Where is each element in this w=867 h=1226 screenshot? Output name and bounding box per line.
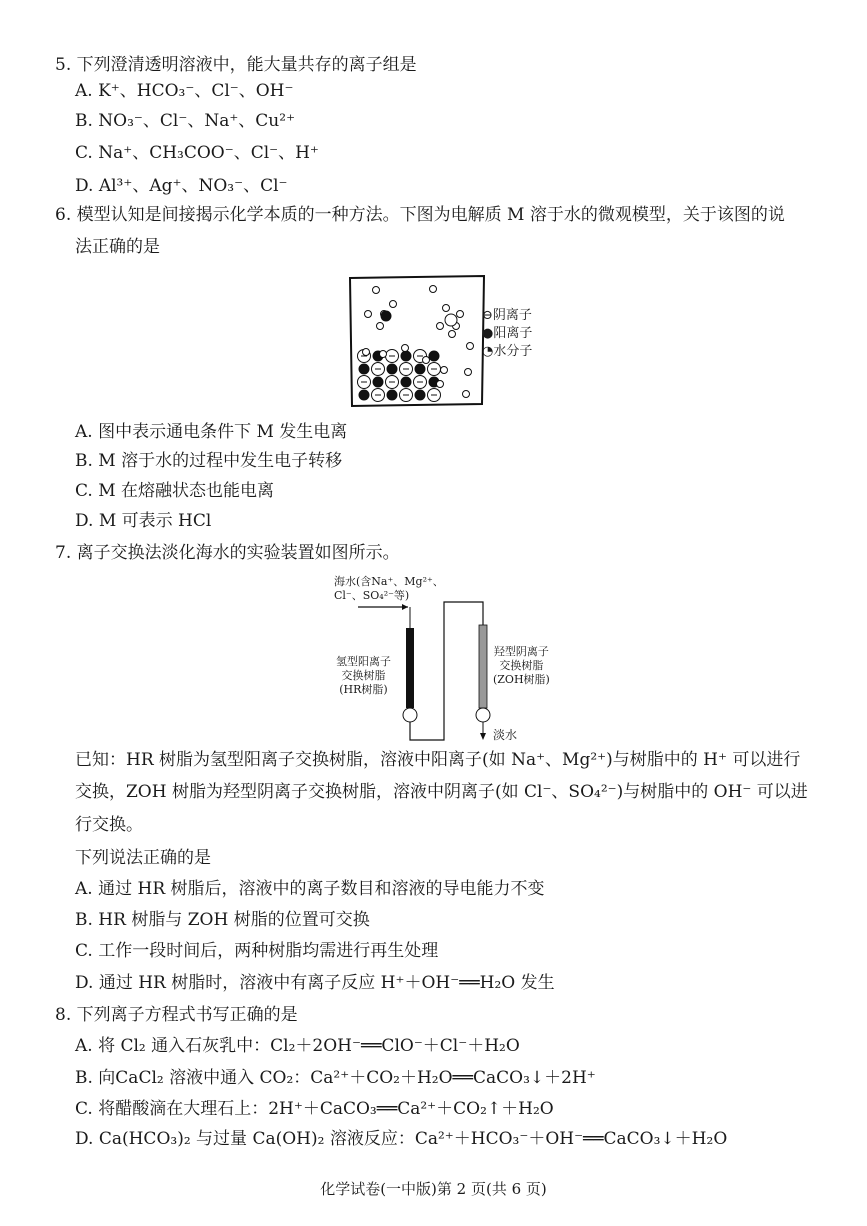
water-molecule xyxy=(390,301,397,308)
legend-anion: ⊖阴离子 xyxy=(482,308,532,323)
cation-particle xyxy=(359,364,369,374)
water-molecule xyxy=(430,286,437,293)
cation-particle xyxy=(401,377,411,387)
inlet-label xyxy=(334,575,444,603)
legend-cation-label: 阳离子 xyxy=(493,326,533,341)
legend-water-label: 水分子 xyxy=(493,344,533,359)
q8-option-d: D. Ca(HCO₃)₂ 与过量 Ca(OH)₂ 溶液反应：Ca²⁺＋HCO₃⁻＋OH⁻══CaCO₃↓＋H₂O xyxy=(75,1129,728,1149)
q7-known-2: 交换，ZOH 树脂为羟型阴离子交换树脂，溶液中阴离子(如 Cl⁻、SO₄²⁻)与树脂中的 OH⁻ 可以进 xyxy=(75,782,808,802)
q6-stem-cont: 法正确的是 xyxy=(75,237,160,257)
inlet-label-line2: Cl⁻、SO₄²⁻等) xyxy=(334,589,410,602)
cation-particle xyxy=(415,390,425,400)
hr-label-1: 氢型阳离子 xyxy=(336,655,391,668)
water-molecule xyxy=(465,369,472,376)
water-molecule xyxy=(441,367,448,374)
q8-option-c: C. 将醋酸滴在大理石上：2H⁺＋CaCO₃══Ca²⁺＋CO₂↑＋H₂O xyxy=(75,1099,554,1119)
q6-option-c: C. M 在熔融状态也能电离 xyxy=(75,481,275,501)
water-molecule xyxy=(423,357,430,364)
q5-option-b: B. NO₃⁻、Cl⁻、Na⁺、Cu²⁺ xyxy=(75,111,296,131)
cation-particle xyxy=(373,377,383,387)
cation-particle xyxy=(359,390,369,400)
page-footer: 化学试卷(一中版)第 2 页(共 6 页) xyxy=(320,1180,547,1198)
q6-option-d: D. M 可表示 HCl xyxy=(75,511,212,531)
cation-particle xyxy=(401,351,411,361)
q7-ask: 下列说法正确的是 xyxy=(75,848,211,868)
q7-stem: 7. 离子交换法淡化海水的实验装置如图所示。 xyxy=(55,543,400,563)
water-molecule xyxy=(380,351,387,358)
q6-option-b: B. M 溶于水的过程中发生电子转移 xyxy=(75,451,343,471)
water-molecule xyxy=(437,323,444,330)
zoh-label-2: 交换树脂 xyxy=(499,659,544,672)
q5-stem: 5. 下列澄清透明溶液中，能大量共存的离子组是 xyxy=(55,55,417,75)
cation-particle xyxy=(387,390,397,400)
legend-water: ◔水分子 xyxy=(482,344,533,359)
cation-particle xyxy=(387,364,397,374)
inlet-label-line1: 海水(含Na⁺、Mg²⁺、 xyxy=(334,575,444,588)
cation-particle xyxy=(415,364,425,374)
q7-known-3: 行交换。 xyxy=(75,815,143,835)
q7-option-d: D. 通过 HR 树脂时，溶液中有离子反应 H⁺＋OH⁻══H₂O 发生 xyxy=(75,973,555,993)
zoh-label-1: 羟型阴离子 xyxy=(493,645,549,658)
legend-cation: ●阳离子 xyxy=(482,326,533,341)
zoh-resin-label xyxy=(493,645,550,687)
q8-option-b: B. 向CaCl₂ 溶液中通入 CO₂：Ca²⁺＋CO₂＋H₂O══CaCO₃↓＋2H⁺ xyxy=(75,1068,596,1088)
water-molecule xyxy=(402,345,409,352)
q7-option-c: C. 工作一段时间后，两种树脂均需进行再生处理 xyxy=(75,941,439,961)
q5-option-a: A. K⁺、HCO₃⁻、Cl⁻、OH⁻ xyxy=(75,81,294,101)
q8-stem: 8. 下列离子方程式书写正确的是 xyxy=(55,1005,298,1025)
q5-option-c: C. Na⁺、CH₃COO⁻、Cl⁻、H⁺ xyxy=(75,143,319,163)
hydrated-ion xyxy=(381,311,391,321)
legend-anion-label: 阴离子 xyxy=(492,308,532,323)
q8-option-a: A. 将 Cl₂ 通入石灰乳中：Cl₂＋2OH⁻══ClO⁻＋Cl⁻＋H₂O xyxy=(75,1036,520,1056)
water-molecule xyxy=(467,343,474,350)
water-molecule xyxy=(437,381,444,388)
water-molecule xyxy=(377,323,384,330)
micro-model-figure xyxy=(348,274,488,408)
cation-particle xyxy=(429,351,439,361)
q7-option-b: B. HR 树脂与 ZOH 树脂的位置可交换 xyxy=(75,910,370,930)
q6-option-a: A. 图中表示通电条件下 M 发生电离 xyxy=(75,422,348,442)
water-molecule xyxy=(457,311,464,318)
q7-option-a: A. 通过 HR 树脂后，溶液中的离子数目和溶液的导电能力不变 xyxy=(75,879,545,899)
water-molecule xyxy=(363,349,370,356)
zoh-label-3: (ZOH树脂) xyxy=(493,673,550,686)
q7-known-1: 已知：HR 树脂为氢型阳离子交换树脂，溶液中阳离子(如 Na⁺、Mg²⁺)与树脂中的 H⁺ 可以进行 xyxy=(75,750,801,770)
hr-resin-label xyxy=(336,655,391,697)
q5-option-d: D. Al³⁺、Ag⁺、NO₃⁻、Cl⁻ xyxy=(75,176,288,196)
water-molecule xyxy=(463,391,470,398)
hydrated-ion xyxy=(445,314,457,326)
water-molecule xyxy=(449,331,456,338)
water-molecule xyxy=(443,305,450,312)
water-molecule xyxy=(373,287,380,294)
water-molecule xyxy=(365,311,372,318)
hr-label-2: 交换树脂 xyxy=(341,669,386,682)
hr-label-3: (HR树脂) xyxy=(339,683,388,696)
outlet-label: 淡水 xyxy=(493,728,518,742)
q6-stem: 6. 模型认知是间接揭示化学本质的一种方法。下图为电解质 M 溶于水的微观模型，关于该图的说 xyxy=(55,205,785,225)
